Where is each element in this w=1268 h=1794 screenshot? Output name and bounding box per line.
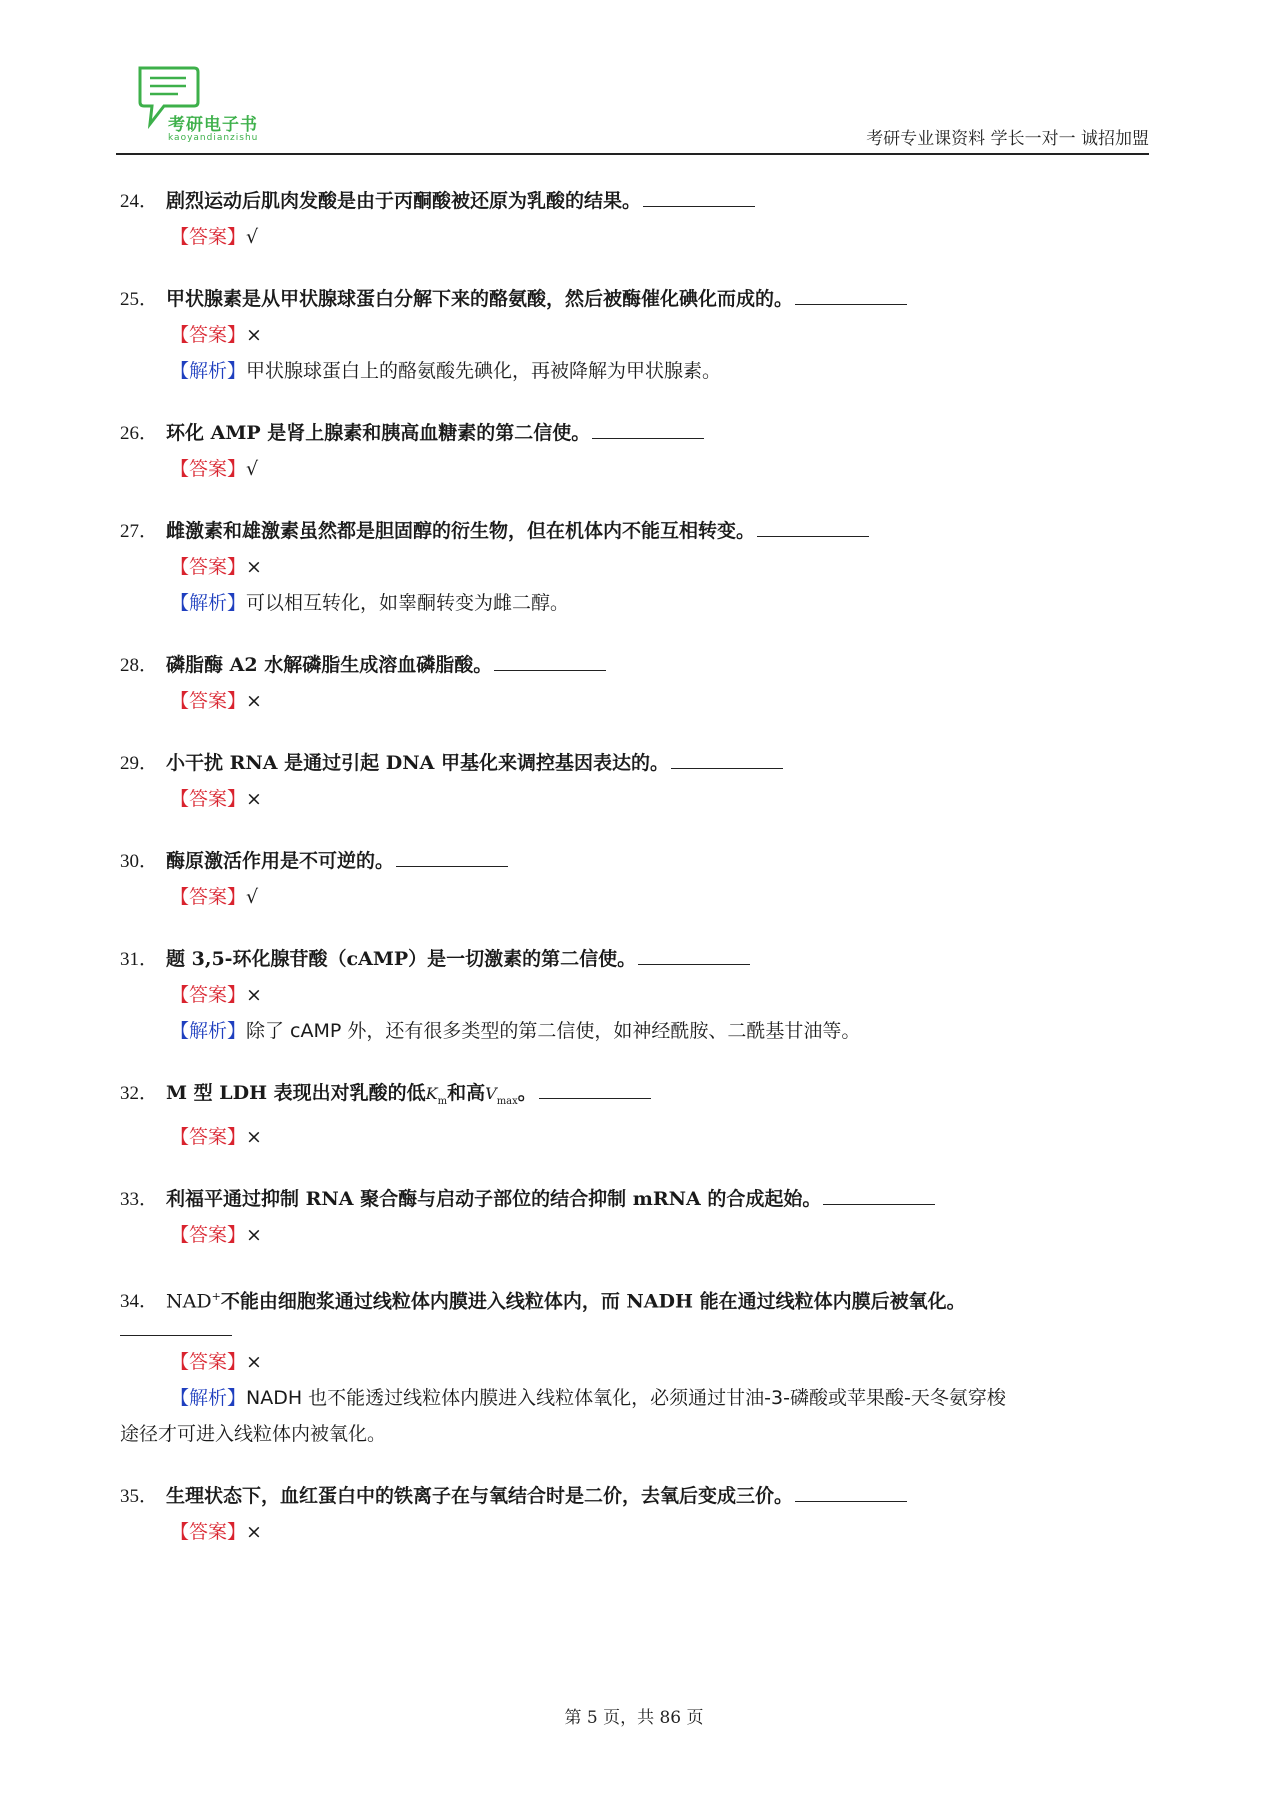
question-stem (120, 648, 1150, 683)
answer-line (120, 1119, 1150, 1155)
question-stem (120, 942, 1150, 977)
logo-subtext: kaoyandianzishu (168, 133, 259, 143)
question-27 (120, 514, 1150, 621)
question-stem (120, 746, 1150, 781)
question-number: 34． (120, 1291, 159, 1313)
question-stem (120, 1076, 1150, 1119)
question-text: 磷脂酶 A2 水解磷脂生成溶血磷脂酸。 (166, 654, 493, 676)
answer-blank (539, 1080, 651, 1099)
question-text: 生理状态下，血红蛋白中的铁离子在与氧结合时是二价，去氧后变成三价。 (166, 1485, 794, 1508)
answer-blank (795, 1483, 907, 1502)
question-32 (120, 1076, 1150, 1155)
question-25 (120, 282, 1150, 389)
answer-value: × (246, 788, 262, 810)
question-31 (120, 942, 1150, 1049)
question-text: 环化 AMP 是肾上腺素和胰高血糖素的第二信使。 (166, 422, 591, 444)
question-stem (120, 184, 1150, 219)
explanation-line (120, 1380, 1150, 1416)
question-number: 30． (120, 851, 159, 872)
question-30 (120, 844, 1150, 915)
answer-line (120, 977, 1150, 1013)
answer-value: √ (246, 458, 259, 480)
question-stem (120, 1280, 1150, 1319)
answer-value: × (246, 690, 262, 712)
question-number: 29． (120, 753, 159, 774)
question-text: 不能由细胞浆通过线粒体内膜进入线粒体内，而 NADH 能在通过线粒体内膜后被氧化。 (220, 1290, 966, 1313)
answer-line (120, 219, 1150, 255)
answer-blank (396, 848, 508, 867)
answer-tag: 【答案】 (170, 324, 247, 346)
explanation-continuation (120, 1416, 1150, 1452)
page-footer: 第 5 页，共 86 页 (564, 1708, 704, 1728)
question-text: 酶原激活作用是不可逆的。 (166, 850, 395, 872)
answer-blank (494, 652, 606, 671)
question-number: 32． (120, 1083, 159, 1104)
explanation-text: 可以相互转化，如睾酮转变为雌二醇。 (246, 592, 570, 614)
question-stem (120, 844, 1150, 879)
answer-value: × (246, 984, 262, 1006)
question-text-mid: 和高 (447, 1082, 486, 1104)
question-number: 27． (120, 521, 159, 542)
answer-tag: 【答案】 (170, 1223, 247, 1246)
km-subscript: m (437, 1095, 448, 1107)
question-list (120, 184, 1150, 1577)
question-number: 35． (120, 1486, 159, 1508)
explanation-tag: 【解析】 (170, 1387, 247, 1410)
question-stem (120, 1182, 1150, 1217)
km-symbol: K (425, 1084, 438, 1103)
question-stem (120, 1479, 1150, 1514)
explanation-tag: 【解析】 (170, 1020, 247, 1042)
answer-line (120, 549, 1150, 585)
question-24 (120, 184, 1150, 255)
question-28 (120, 648, 1150, 719)
question-29 (120, 746, 1150, 817)
answer-blank (671, 750, 783, 769)
answer-tag: 【答案】 (170, 458, 247, 480)
explanation-line (120, 585, 1150, 621)
question-text: 利福平通过抑制 RNA 聚合酶与启动子部位的结合抑制 mRNA 的合成起始。 (166, 1187, 822, 1210)
question-text: 甲状腺素是从甲状腺球蛋白分解下来的酪氨酸，然后被酶催化碘化而成的。 (166, 288, 794, 310)
header-divider (116, 153, 1149, 155)
answer-tag: 【答案】 (170, 1521, 247, 1544)
answer-tag: 【答案】 (170, 226, 247, 248)
question-33 (120, 1182, 1150, 1253)
question-number: 33． (120, 1188, 159, 1210)
brand-logo (134, 62, 294, 148)
question-stem (120, 282, 1150, 317)
header-tagline: 考研专业课资料 学长一对一 诚招加盟 (866, 129, 1149, 149)
answer-value: × (246, 1351, 262, 1374)
answer-value: × (246, 324, 262, 346)
answer-tag: 【答案】 (170, 1351, 247, 1374)
question-34 (120, 1280, 1150, 1452)
explanation-line (120, 1013, 1150, 1049)
question-text: 小干扰 RNA 是通过引起 DNA 甲基化来调控基因表达的。 (166, 752, 669, 774)
nad-superscript: + (211, 1289, 221, 1303)
answer-line (120, 1514, 1150, 1550)
explanation-text: 甲状腺球蛋白上的酪氨酸先碘化，再被降解为甲状腺素。 (246, 360, 722, 382)
answer-line (120, 1344, 1150, 1380)
question-number: 25． (120, 289, 159, 310)
question-stem (120, 514, 1150, 549)
answer-value: √ (246, 226, 259, 248)
answer-tag: 【答案】 (170, 886, 247, 908)
answer-blank (643, 188, 755, 207)
answer-value: × (246, 1521, 262, 1544)
explanation-line (120, 353, 1150, 389)
explanation-tag: 【解析】 (170, 592, 247, 614)
answer-line (120, 1217, 1150, 1253)
vmax-symbol: V (485, 1084, 497, 1103)
answer-line (120, 317, 1150, 353)
question-text: 剧烈运动后肌肉发酸是由于丙酮酸被还原为乳酸的结果。 (166, 190, 642, 212)
explanation-tag: 【解析】 (170, 360, 247, 382)
logo-text: 考研电子书 (168, 115, 258, 135)
answer-value: × (246, 1125, 262, 1148)
question-26 (120, 416, 1150, 487)
question-text: 雌激素和雄激素虽然都是胆固醇的衍生物，但在机体内不能互相转变。 (166, 520, 756, 542)
answer-line (120, 781, 1150, 817)
question-text: 题 3,5-环化腺苷酸（cAMP）是一切激素的第二信使。 (166, 948, 637, 970)
question-number: 31． (120, 949, 159, 970)
answer-tag: 【答案】 (170, 690, 247, 712)
answer-tag: 【答案】 (170, 1125, 247, 1148)
explanation-text: 除了 cAMP 外，还有很多类型的第二信使，如神经酰胺、二酰基甘油等。 (246, 1020, 861, 1042)
answer-blank (823, 1186, 935, 1205)
explanation-text: NADH 也不能透过线粒体内膜进入线粒体氧化，必须通过甘油-3-磷酸或苹果酸-天冬氨穿梭 (246, 1387, 1006, 1410)
answer-blank (120, 1319, 232, 1336)
question-35 (120, 1479, 1150, 1550)
question-stem (120, 416, 1150, 451)
answer-blank (638, 946, 750, 965)
answer-blank (757, 518, 869, 537)
answer-blank (795, 286, 907, 305)
question-text-end: 。 (517, 1082, 537, 1104)
explanation-text-2: 途径才可进入线粒体内被氧化。 (120, 1423, 387, 1446)
answer-value: × (246, 1223, 262, 1246)
answer-line (120, 879, 1150, 915)
answer-tag: 【答案】 (170, 788, 247, 810)
vmax-subscript: max (496, 1095, 518, 1107)
page-header (116, 50, 1149, 156)
nad-symbol: NAD (166, 1290, 212, 1313)
question-number: 28． (120, 655, 159, 676)
answer-tag: 【答案】 (170, 556, 247, 578)
answer-line (120, 451, 1150, 487)
answer-value: × (246, 556, 262, 578)
answer-blank (592, 420, 704, 439)
answer-tag: 【答案】 (170, 984, 247, 1006)
question-number: 24． (120, 191, 159, 212)
answer-value: √ (246, 886, 259, 908)
answer-line (120, 683, 1150, 719)
question-number: 26． (120, 423, 159, 444)
question-text: M 型 LDH 表现出对乳酸的低 (166, 1082, 426, 1104)
